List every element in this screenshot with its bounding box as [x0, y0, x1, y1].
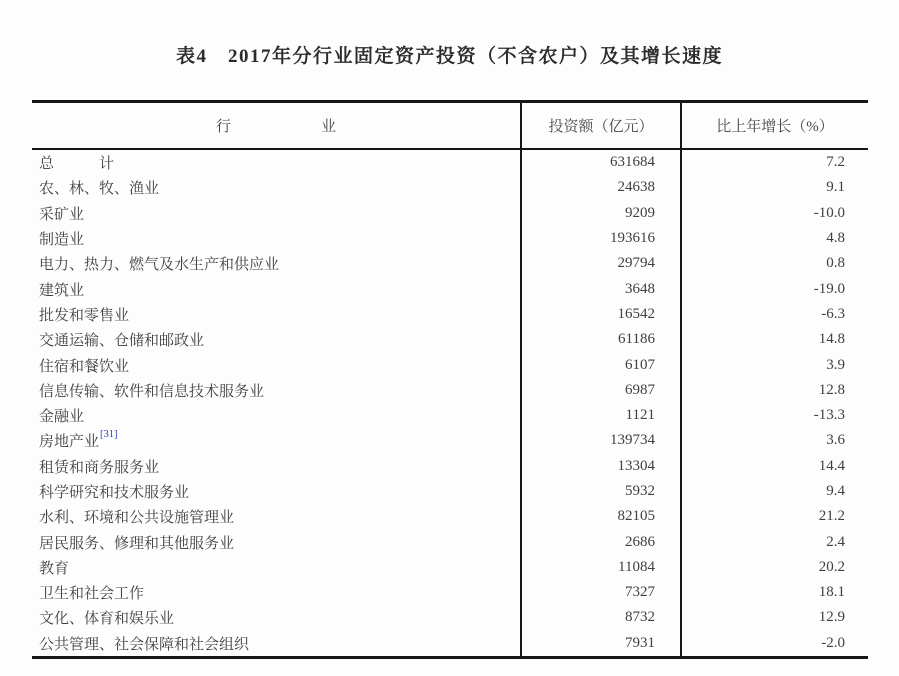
industry-cell — [32, 631, 520, 656]
investment-value-cell: 61186 — [520, 327, 680, 352]
investment-value-cell: 29794 — [520, 251, 680, 276]
growth-value-cell: 4.8 — [680, 226, 868, 251]
industry-label: 批发和零售业 — [39, 307, 130, 324]
investment-value-cell: 9209 — [520, 201, 680, 226]
industry-cell — [32, 479, 520, 504]
industry-cell — [32, 378, 520, 403]
industry-label: 租赁和商务服务业 — [39, 459, 160, 476]
investment-value-cell: 139734 — [520, 428, 680, 453]
industry-cell — [32, 605, 520, 630]
industry-label: 农、林、牧、渔业 — [39, 181, 160, 198]
investment-value-cell: 3648 — [520, 276, 680, 301]
footnote-ref-link[interactable]: [31] — [100, 429, 118, 441]
growth-value-cell: -19.0 — [680, 276, 868, 301]
table-body — [32, 150, 868, 656]
growth-value-cell: -2.0 — [680, 631, 868, 656]
table-row — [32, 428, 868, 453]
industry-label: 公共管理、社会保障和社会组织 — [39, 636, 250, 653]
table-row — [32, 226, 868, 251]
growth-value-cell: -10.0 — [680, 201, 868, 226]
col-header-industry: 行 业 — [215, 119, 336, 135]
table-row — [32, 580, 868, 605]
investment-value-cell: 631684 — [520, 150, 680, 175]
industry-label: 电力、热力、燃气及水生产和供应业 — [39, 257, 280, 274]
statistics-table — [32, 100, 868, 659]
growth-value-cell: 20.2 — [680, 555, 868, 580]
table-row — [32, 555, 868, 580]
growth-value-cell: 12.9 — [680, 605, 868, 630]
industry-label: 采矿业 — [39, 206, 85, 223]
growth-value-cell: 21.2 — [680, 504, 868, 529]
industry-cell — [32, 580, 520, 605]
investment-value-cell: 7931 — [520, 631, 680, 656]
col-header-investment: 投资额（亿元） — [520, 103, 680, 148]
investment-value-cell: 11084 — [520, 555, 680, 580]
industry-cell — [32, 352, 520, 377]
industry-cell — [32, 327, 520, 352]
industry-cell — [32, 201, 520, 226]
industry-label: 文化、体育和娱乐业 — [39, 611, 175, 628]
table-row — [32, 454, 868, 479]
table-row — [32, 276, 868, 301]
industry-cell — [32, 403, 520, 428]
industry-label: 交通运输、仓储和邮政业 — [39, 333, 205, 350]
industry-label: 建筑业 — [39, 282, 85, 299]
investment-value-cell: 16542 — [520, 302, 680, 327]
investment-value-cell: 6107 — [520, 352, 680, 377]
growth-value-cell: 0.8 — [680, 251, 868, 276]
growth-value-cell: 7.2 — [680, 150, 868, 175]
col-header-growth: 比上年增长（%） — [680, 103, 868, 148]
growth-value-cell: 14.8 — [680, 327, 868, 352]
growth-value-cell: -6.3 — [680, 302, 868, 327]
growth-value-cell: 2.4 — [680, 529, 868, 554]
table-row — [32, 378, 868, 403]
investment-value-cell: 82105 — [520, 504, 680, 529]
industry-cell — [32, 251, 520, 276]
investment-value-cell: 13304 — [520, 454, 680, 479]
industry-cell — [32, 302, 520, 327]
industry-label: 卫生和社会工作 — [39, 586, 145, 603]
industry-cell — [32, 226, 520, 251]
industry-cell — [32, 150, 520, 175]
industry-label: 信息传输、软件和信息技术服务业 — [39, 383, 265, 400]
industry-cell — [32, 175, 520, 200]
table-row — [32, 251, 868, 276]
industry-label: 住宿和餐饮业 — [39, 358, 130, 375]
growth-value-cell: 9.4 — [680, 479, 868, 504]
industry-label: 总 计 — [39, 156, 115, 173]
table-row — [32, 504, 868, 529]
table-title: 表4 2017年分行业固定资产投资（不含农户）及其增长速度 — [175, 46, 723, 67]
table-row — [32, 631, 868, 656]
investment-value-cell: 24638 — [520, 175, 680, 200]
investment-value-cell: 1121 — [520, 403, 680, 428]
table-header-row — [32, 103, 868, 150]
industry-label: 居民服务、修理和其他服务业 — [39, 535, 235, 552]
investment-value-cell: 2686 — [520, 529, 680, 554]
growth-value-cell: -13.3 — [680, 403, 868, 428]
table-row — [32, 150, 868, 175]
table-row — [32, 605, 868, 630]
industry-cell — [32, 504, 520, 529]
growth-value-cell: 9.1 — [680, 175, 868, 200]
industry-label: 金融业 — [39, 409, 85, 426]
table-row — [32, 529, 868, 554]
growth-value-cell: 3.9 — [680, 352, 868, 377]
industry-cell — [32, 428, 520, 453]
table-row — [32, 403, 868, 428]
industry-cell — [32, 555, 520, 580]
growth-value-cell: 3.6 — [680, 428, 868, 453]
investment-value-cell: 8732 — [520, 605, 680, 630]
industry-label: 教育 — [39, 560, 70, 577]
industry-label: 制造业 — [39, 232, 85, 249]
growth-value-cell: 14.4 — [680, 454, 868, 479]
table-row — [32, 175, 868, 200]
table-row — [32, 201, 868, 226]
table-row — [32, 352, 868, 377]
investment-value-cell: 193616 — [520, 226, 680, 251]
growth-value-cell: 18.1 — [680, 580, 868, 605]
table-row — [32, 302, 868, 327]
investment-value-cell: 7327 — [520, 580, 680, 605]
growth-value-cell: 12.8 — [680, 378, 868, 403]
table-row — [32, 479, 868, 504]
industry-cell — [32, 454, 520, 479]
industry-cell — [32, 276, 520, 301]
industry-label: 水利、环境和公共设施管理业 — [39, 510, 235, 527]
table-row — [32, 327, 868, 352]
industry-label: 科学研究和技术服务业 — [39, 485, 190, 501]
investment-value-cell: 6987 — [520, 378, 680, 403]
industry-cell — [32, 529, 520, 554]
investment-value-cell: 5932 — [520, 479, 680, 504]
industry-label: 房地产业 — [39, 434, 100, 451]
